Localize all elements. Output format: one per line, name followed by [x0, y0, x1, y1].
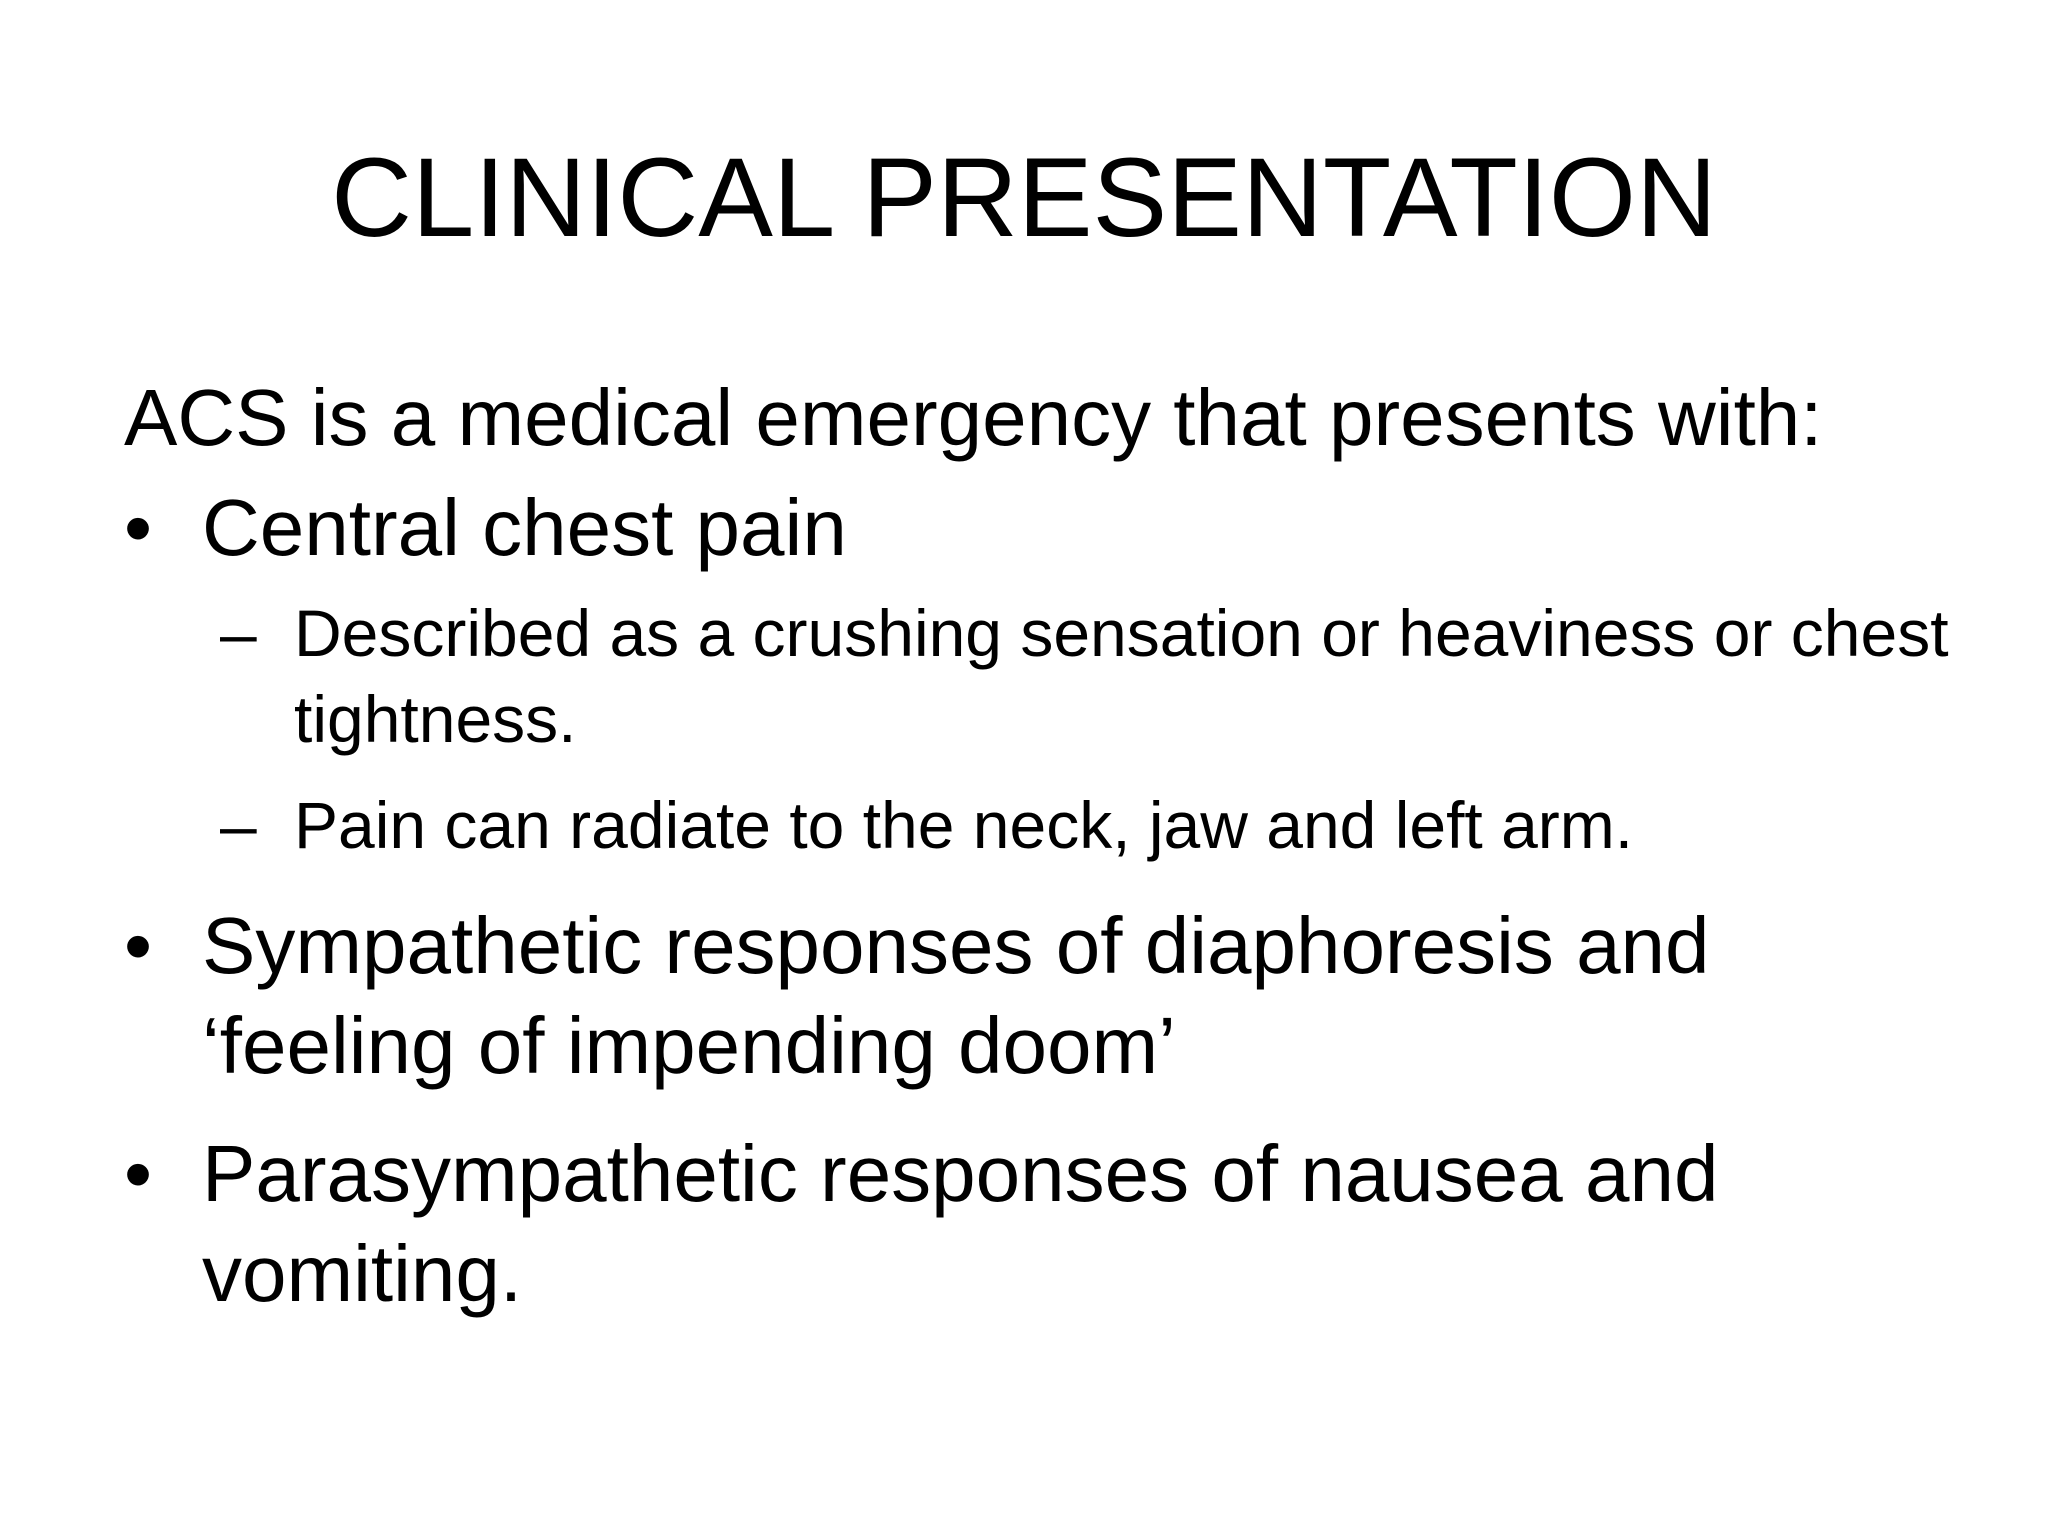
- slide-title: CLINICAL PRESENTATION: [331, 135, 1717, 260]
- bullet-text: Central chest pain: [202, 483, 847, 572]
- bullet-marker: •: [124, 483, 153, 572]
- bullet-marker: •: [124, 901, 153, 990]
- intro-text: ACS is a medical emergency that presents with:: [124, 373, 1823, 462]
- sub-bullet-text: Described as a crushing sensation or heaviness or chest tightness.: [294, 596, 1949, 756]
- bullet-item-sympathetic: [124, 896, 1954, 1096]
- sub-bullet-marker: –: [220, 788, 257, 862]
- bullet-text: Parasympathetic responses of nausea and vomiting.: [202, 1129, 1719, 1318]
- sub-bullet-item-description: [124, 590, 1954, 762]
- sub-bullet-item-radiation: [124, 782, 1954, 868]
- bullet-item-parasympathetic: [124, 1124, 1954, 1324]
- sub-bullet-text: Pain can radiate to the neck, jaw and left arm.: [294, 788, 1634, 862]
- bullet-item-central-chest-pain: [124, 478, 1954, 578]
- bullet-text: Sympathetic responses of diaphoresis and ‘feeling of impending doom’: [202, 901, 1710, 1090]
- bullet-marker: •: [124, 1129, 153, 1218]
- slide-body: [124, 368, 1954, 1324]
- sub-bullet-marker: –: [220, 596, 257, 670]
